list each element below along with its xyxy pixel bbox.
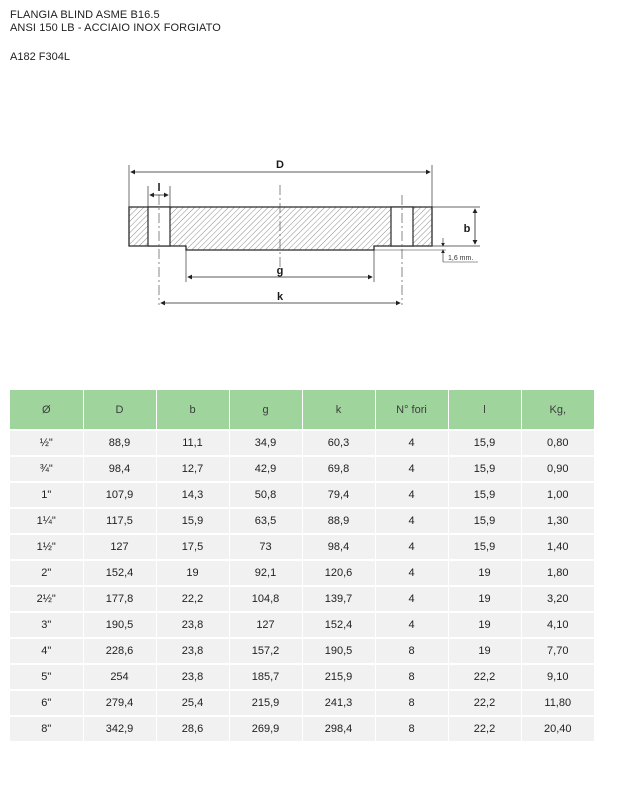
cell-b: 25,4 (156, 690, 229, 716)
table-row (10, 690, 594, 716)
column-header-l: l (448, 390, 521, 430)
cell-D: 88,9 (83, 430, 156, 456)
cell-weight: 7,70 (521, 638, 594, 664)
column-header-weight: Kg, (521, 390, 594, 430)
dimension-g-label: g (276, 265, 284, 277)
table-row (10, 482, 594, 508)
cell-l: 15,9 (448, 456, 521, 482)
cell-holes: 4 (375, 482, 448, 508)
cell-weight: 0,80 (521, 430, 594, 456)
cell-nominal-size: 1¼" (10, 508, 83, 534)
cell-holes: 4 (375, 534, 448, 560)
column-header-k: k (302, 390, 375, 430)
cell-b: 11,1 (156, 430, 229, 456)
cell-l: 15,9 (448, 534, 521, 560)
cell-nominal-size: 1½" (10, 534, 83, 560)
cell-k: 139,7 (302, 586, 375, 612)
cell-k: 215,9 (302, 664, 375, 690)
cell-l: 15,9 (448, 430, 521, 456)
cell-weight: 0,90 (521, 456, 594, 482)
title-line-2: ANSI 150 LB - ACCIAIO INOX FORGIATO (10, 22, 221, 34)
dimension-k-label: k (276, 291, 284, 303)
flange-drawing (0, 0, 624, 385)
table-row (10, 534, 594, 560)
dimension-b-label: b (463, 223, 471, 235)
cell-b: 22,2 (156, 586, 229, 612)
cell-weight: 4,10 (521, 612, 594, 638)
raised-face-label: 1,6 mm. (448, 255, 474, 262)
cell-b: 23,8 (156, 664, 229, 690)
cell-holes: 4 (375, 560, 448, 586)
cell-nominal-size: 8" (10, 716, 83, 741)
cell-b: 12,7 (156, 456, 229, 482)
cell-g: 50,8 (229, 482, 302, 508)
cell-D: 279,4 (83, 690, 156, 716)
dimension-l-label: l (157, 182, 161, 194)
cell-D: 98,4 (83, 456, 156, 482)
cell-k: 79,4 (302, 482, 375, 508)
cell-g: 42,9 (229, 456, 302, 482)
cell-D: 228,6 (83, 638, 156, 664)
cell-g: 157,2 (229, 638, 302, 664)
cell-k: 241,3 (302, 690, 375, 716)
cell-D: 190,5 (83, 612, 156, 638)
cell-b: 19 (156, 560, 229, 586)
cell-k: 152,4 (302, 612, 375, 638)
cell-weight: 3,20 (521, 586, 594, 612)
cell-b: 17,5 (156, 534, 229, 560)
cell-D: 342,9 (83, 716, 156, 741)
cell-holes: 4 (375, 508, 448, 534)
cell-holes: 8 (375, 638, 448, 664)
cell-weight: 1,00 (521, 482, 594, 508)
column-header-b: b (156, 390, 229, 430)
cell-D: 107,9 (83, 482, 156, 508)
cell-l: 22,2 (448, 690, 521, 716)
cell-g: 269,9 (229, 716, 302, 741)
cell-D: 127 (83, 534, 156, 560)
cell-holes: 8 (375, 664, 448, 690)
column-header-nominal-size: Ø (10, 390, 83, 430)
cell-holes: 4 (375, 612, 448, 638)
dimensions-table (10, 390, 594, 741)
cell-l: 15,9 (448, 482, 521, 508)
cell-nominal-size: 2½" (10, 586, 83, 612)
cell-k: 69,8 (302, 456, 375, 482)
cell-holes: 8 (375, 690, 448, 716)
cell-k: 120,6 (302, 560, 375, 586)
cell-nominal-size: 5" (10, 664, 83, 690)
title-line-1: FLANGIA BLIND ASME B16.5 (10, 9, 160, 21)
cell-g: 127 (229, 612, 302, 638)
cell-k: 98,4 (302, 534, 375, 560)
cell-k: 298,4 (302, 716, 375, 741)
cell-l: 19 (448, 612, 521, 638)
cell-b: 28,6 (156, 716, 229, 741)
column-header-D: D (83, 390, 156, 430)
table-row (10, 430, 594, 456)
cell-nominal-size: 4" (10, 638, 83, 664)
cell-nominal-size: ¾" (10, 456, 83, 482)
cell-l: 22,2 (448, 664, 521, 690)
material-grade: A182 F304L (10, 51, 70, 63)
table-header-row (10, 390, 594, 430)
cell-g: 63,5 (229, 508, 302, 534)
cell-nominal-size: 6" (10, 690, 83, 716)
cell-weight: 1,30 (521, 508, 594, 534)
cell-weight: 1,80 (521, 560, 594, 586)
cell-weight: 9,10 (521, 664, 594, 690)
cell-g: 92,1 (229, 560, 302, 586)
table-row (10, 586, 594, 612)
dimension-D-label: D (276, 159, 284, 171)
cell-b: 15,9 (156, 508, 229, 534)
cell-k: 88,9 (302, 508, 375, 534)
cell-g: 185,7 (229, 664, 302, 690)
cell-l: 15,9 (448, 508, 521, 534)
cell-D: 152,4 (83, 560, 156, 586)
cell-g: 34,9 (229, 430, 302, 456)
table-row (10, 456, 594, 482)
column-header-g: g (229, 390, 302, 430)
cell-g: 73 (229, 534, 302, 560)
cell-l: 19 (448, 586, 521, 612)
cell-weight: 11,80 (521, 690, 594, 716)
cell-holes: 4 (375, 586, 448, 612)
column-header-holes: N° fori (375, 390, 448, 430)
cell-k: 60,3 (302, 430, 375, 456)
cell-weight: 1,40 (521, 534, 594, 560)
cell-nominal-size: 1" (10, 482, 83, 508)
table-row (10, 664, 594, 690)
cell-b: 23,8 (156, 612, 229, 638)
table-row (10, 560, 594, 586)
cell-nominal-size: 3" (10, 612, 83, 638)
cell-g: 104,8 (229, 586, 302, 612)
cell-holes: 4 (375, 456, 448, 482)
cell-nominal-size: ½" (10, 430, 83, 456)
cell-D: 254 (83, 664, 156, 690)
table-body (10, 430, 594, 741)
cell-holes: 4 (375, 430, 448, 456)
flange-section (129, 207, 432, 250)
cell-b: 23,8 (156, 638, 229, 664)
cell-nominal-size: 2" (10, 560, 83, 586)
cell-l: 22,2 (448, 716, 521, 741)
table-row (10, 612, 594, 638)
cell-D: 117,5 (83, 508, 156, 534)
table-row (10, 638, 594, 664)
cell-l: 19 (448, 638, 521, 664)
cell-l: 19 (448, 560, 521, 586)
table-row (10, 716, 594, 741)
cell-weight: 20,40 (521, 716, 594, 741)
cell-k: 190,5 (302, 638, 375, 664)
cell-g: 215,9 (229, 690, 302, 716)
cell-b: 14,3 (156, 482, 229, 508)
table-row (10, 508, 594, 534)
cell-D: 177,8 (83, 586, 156, 612)
cell-holes: 8 (375, 716, 448, 741)
